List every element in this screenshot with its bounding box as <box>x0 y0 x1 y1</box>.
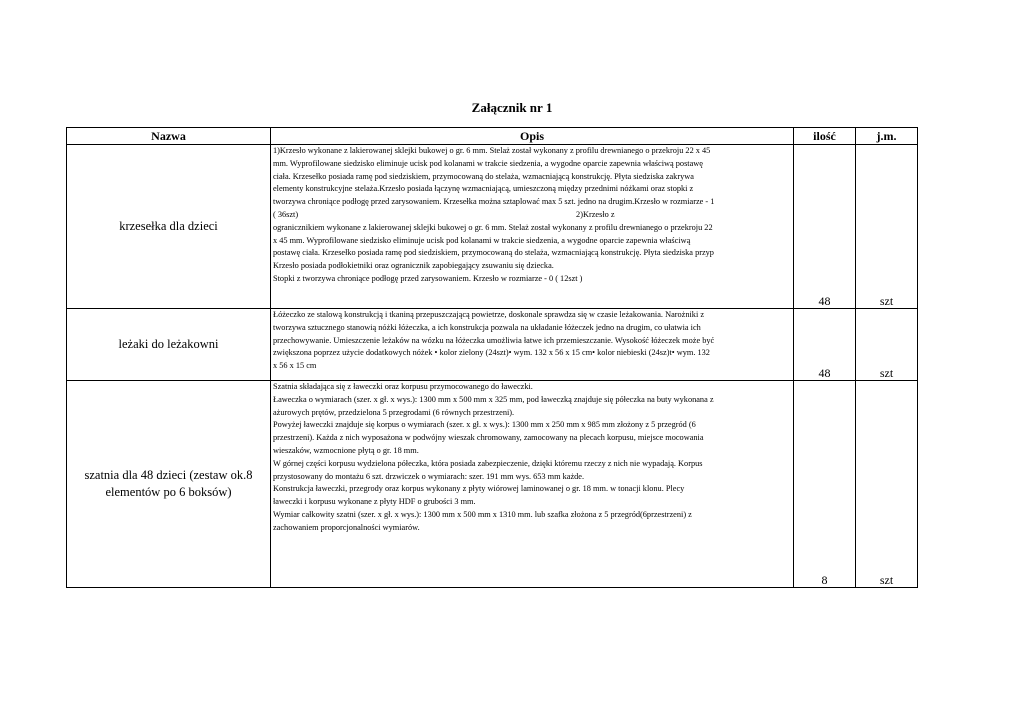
table-row <box>67 145 918 309</box>
item-quantity: 48 <box>794 145 856 309</box>
table-row <box>67 381 918 588</box>
item-description-cell <box>271 145 794 309</box>
item-quantity: 48 <box>794 309 856 381</box>
item-unit: szt <box>856 309 918 381</box>
item-name: leżaki do leżakowni <box>67 309 271 381</box>
item-unit: szt <box>856 381 918 588</box>
item-description-cell <box>271 381 794 588</box>
item-description: Łóżeczko ze stalową konstrukcją i tkaniną przepuszczającą powietrze, doskonale sprawdza się w czasie leżakowania. Narożniki z tworzywa sztucznego stanowią nóżki łóżeczka, a ich konstrukcja pozwala na układanie łóżeczek jedno na drugim, co ułatwia ich przechowywanie. Umieszczenie leżaków na wózku na łóżeczka umożliwia łatwe ich przemieszczanie. Wysokość łóżeczek może być zwiększona poprzez użycie dodatkowych nóżek • kolor zielony (24szt)• wym. 132 x 56 x 15 cm• kolor niebieski (24sz)t• wym. 132 x 56 x 15 cm <box>273 310 715 371</box>
table-row <box>67 309 918 381</box>
attachment-table <box>66 127 918 588</box>
table-header-row <box>67 128 918 145</box>
item-description: 1)Krzesło wykonane z lakierowanej sklejki bukowej o gr. 6 mm. Stelaż został wykonany z profilu drewnianego o przekroju 22 x 45 mm. Wyprofilowane siedzisko eliminuje ucisk pod kolanami w trakcie siedzenia, a wygodne oparcie zapewnia właściwą postawę ciała. Krzesełko posiada ramę pod siedziskiem, przymocowaną do stelaża, wzmacniającą konstrukcję. Płyta siedziska zakrywa elementy konstrukcyjne stelaża.Krzesło posiada łączynę wzmacniającą, umieszczoną między przednimi nóżkami oraz stopki z tworzywa chroniące podłogę przed zarysowaniem. Krzesełka można sztaplować max 5 szt. jedno na drugim.Krzesło w rozmiarze - 1 ( 36szt) 2)Krzesło z ogranicznikiem wykonane z lakierowanej sklejki bukowej o gr. 6 mm. Stelaż został wykonany z profilu drewnianego o przekroju 22 x 45 mm. Wyprofilowane siedzisko eliminuje ucisk pod kolanami w trakcie siedzenia, a wygodne oparcie zapewnia właściwą postawę ciała. Krzesełko posiada ramę pod siedziskiem, przymocowaną do stelaża, wzmacniającą konstrukcję. Płyta siedziska przyp Krzesło posiada podłokietniki oraz ogranicznik zapobiegający zsuwaniu się dziecka. Stopki z tworzywa chroniące podłogę przed zarysowaniem. Krzesło w rozmiarze - 0 ( 12szt ) <box>273 146 715 283</box>
header-unit: j.m. <box>856 128 918 145</box>
header-quantity: ilość <box>794 128 856 145</box>
item-description: Szatnia składająca się z ławeczki oraz korpusu przymocowanego do ławeczki. Ławeczka o wymiarach (szer. x gł. x wys.): 1300 mm x 500 mm x 325 mm, pod ławeczką znajduje się półeczka na buty wykonana z ażurowych prętów, przedzielona 5 przegrodami (6 równych przestrzeni). Powyżej ławeczki znajduje się korpus o wymiarach (szer. x gł. x wys.): 1300 mm x 250 mm x 985 mm złożony z 5 przegród (6 przestrzeni). Każda z nich wyposażona w podwójny wieszak chromowany, zamocowany na plecach korpusu, miejsce mocowania wieszaków, wzmocnione płytą o gr. 18 mm. W górnej części korpusu wydzielona półeczka, która posiada zabezpieczenie, dzięki któremu rzeczy z nich nie wypadają. Korpus przystosowany do montażu 6 szt. drzwiczek o wymiarach: szer. 191 mm wys. 653 mm każde. Konstrukcja ławeczki, przegrody oraz korpus wykonany z płyty wiórowej laminowanej o gr. 18 mm. w tonacji klonu. Plecy ławeczki i korpusu wykonane z płyty HDF o grubości 3 mm. Wymiar całkowity szatni (szer. x gł. x wys.): 1300 mm x 500 mm x 1310 mm. lub szafka złożona z 5 przegród(6przestrzeni) z zachowaniem proporcjonalności wymiarów. <box>273 382 714 532</box>
item-unit: szt <box>856 145 918 309</box>
document-title: Załącznik nr 1 <box>471 100 553 115</box>
item-name: krzesełka dla dzieci <box>67 145 271 309</box>
header-name: Nazwa <box>67 128 271 145</box>
item-description-cell <box>271 309 794 381</box>
item-name: szatnia dla 48 dzieci (zestaw ok.8 elementów po 6 boksów) <box>67 381 271 588</box>
item-quantity: 8 <box>794 381 856 588</box>
header-description: Opis <box>271 128 794 145</box>
